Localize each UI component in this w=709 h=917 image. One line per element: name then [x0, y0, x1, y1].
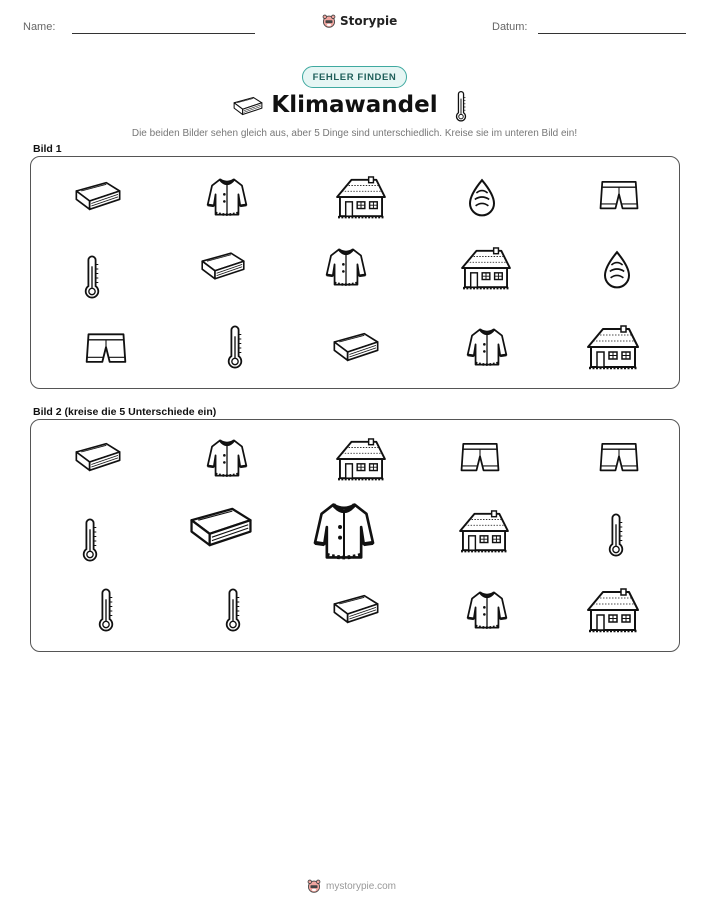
winter-coat-icon[interactable]	[309, 498, 379, 564]
bild2-label: Bild 2 (kreise die 5 Unterschiede ein)	[33, 406, 217, 418]
bild1-panel	[30, 156, 680, 389]
storypie-icon	[322, 14, 336, 28]
thermometer-icon[interactable]	[224, 586, 242, 636]
book-icon	[199, 249, 247, 283]
house-icon[interactable]	[585, 588, 641, 634]
winter-coat-icon	[464, 325, 510, 369]
footer	[307, 879, 396, 893]
thermometer-icon	[226, 323, 244, 373]
house-icon[interactable]	[334, 438, 388, 482]
worksheet-type-badge: FEHLER FINDEN	[302, 66, 407, 88]
winter-coat-icon	[204, 175, 250, 219]
name-label: Name:	[23, 21, 56, 33]
house-icon	[585, 325, 641, 371]
footer-url[interactable]: mystorypie.com	[326, 880, 397, 892]
name-line[interactable]	[72, 33, 255, 34]
thermometer-icon	[83, 254, 101, 302]
book-icon	[73, 179, 123, 213]
bild2-panel	[30, 419, 680, 652]
thermometer-icon[interactable]	[607, 512, 625, 560]
storypie-logo	[322, 14, 397, 28]
shorts-icon[interactable]	[458, 438, 502, 478]
raindrop-icon	[466, 175, 498, 219]
book-icon[interactable]	[73, 440, 123, 474]
date-label: Datum:	[492, 21, 528, 33]
house-icon[interactable]	[457, 510, 511, 554]
house-icon	[334, 176, 388, 220]
raindrop-icon	[601, 247, 633, 291]
date-line[interactable]	[538, 33, 686, 34]
thermometer-icon	[454, 91, 468, 123]
brand-name: Storypie	[340, 14, 398, 28]
bild1-label: Bild 1	[33, 143, 62, 155]
storypie-icon	[307, 879, 321, 893]
instructions: Die beiden Bilder sehen gleich aus, aber 5 Dinge sind unterschiedlich. Kreise sie im unteren Bild ein!	[131, 128, 578, 139]
shorts-icon	[83, 329, 129, 369]
shorts-icon[interactable]	[597, 438, 641, 478]
thermometer-icon[interactable]	[97, 586, 115, 636]
house-icon	[459, 247, 513, 291]
winter-coat-icon[interactable]	[464, 588, 510, 632]
thermometer-icon[interactable]	[81, 516, 99, 566]
book-icon[interactable]	[331, 592, 381, 626]
shorts-icon	[597, 177, 641, 215]
page-title: Klimawandel	[271, 92, 438, 118]
winter-coat-icon	[323, 245, 369, 289]
book-icon[interactable]	[187, 504, 255, 550]
book-icon	[331, 330, 381, 364]
winter-coat-icon[interactable]	[204, 436, 250, 480]
